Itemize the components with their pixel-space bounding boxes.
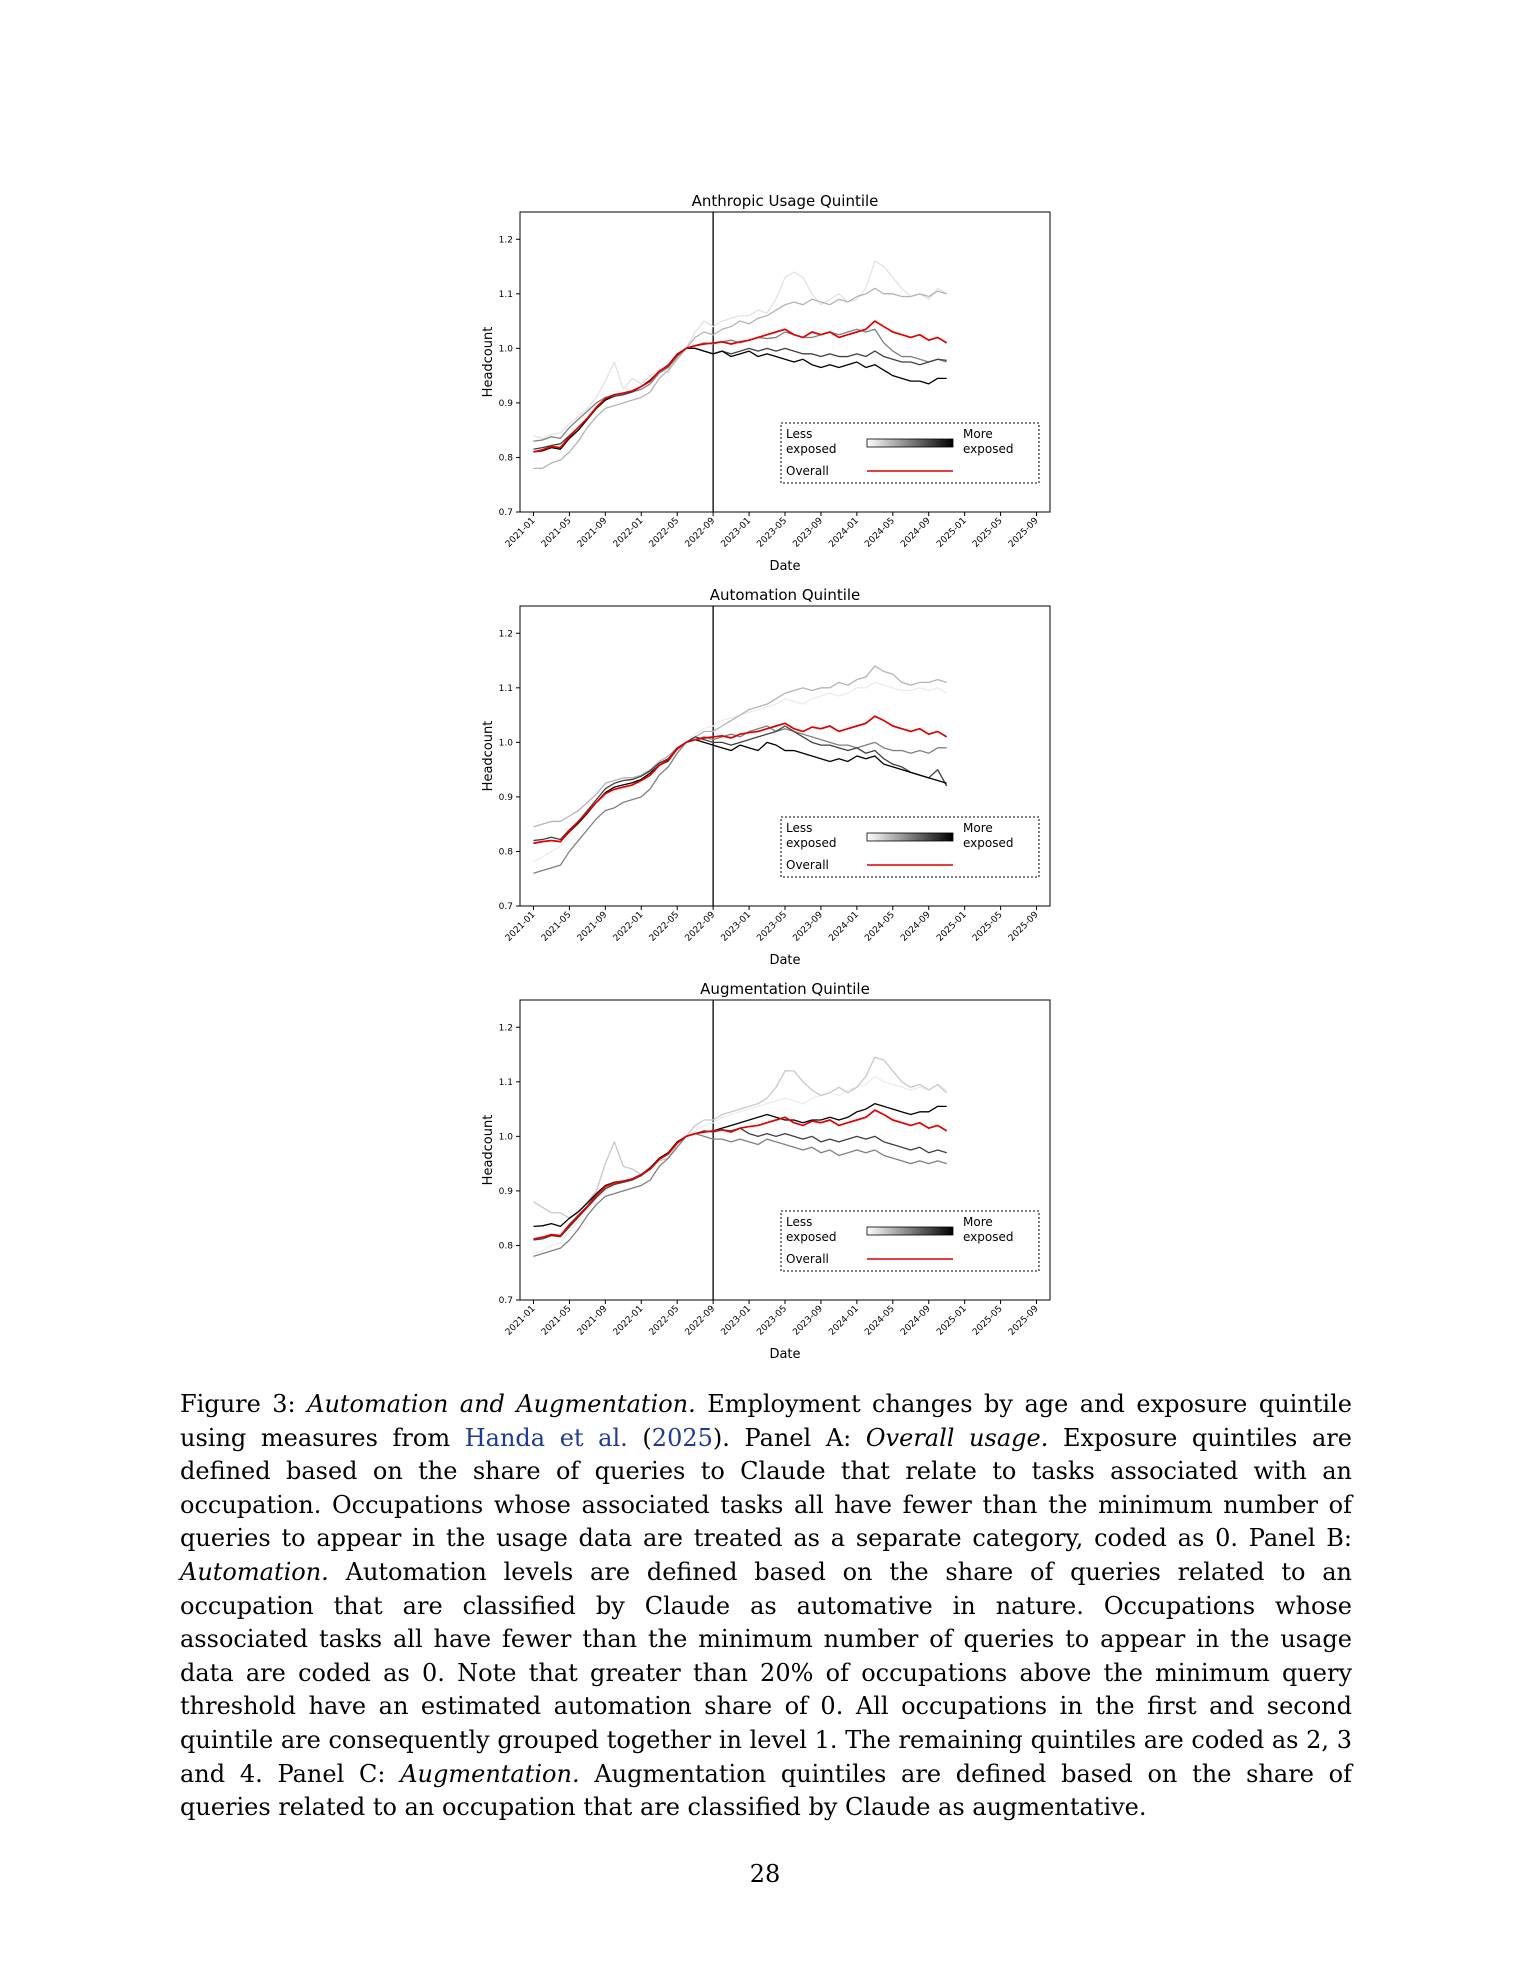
x-tick-label: 2025-09 [1006,910,1041,944]
x-tick-label: 2024-09 [899,1304,933,1338]
x-tick-label: 2023-05 [755,1304,790,1338]
citation-year-link[interactable]: 2025 [651,1423,713,1452]
x-tick-label: 2022-05 [647,1304,682,1338]
caption-text-4: Augmentation quintiles are defined based on the share of queries related to an occupation that are classified by Claude as augmentative. [180,1759,1352,1822]
figure-caption [180,1388,1352,1825]
x-tick-label: 2025-09 [1006,1304,1041,1338]
x-tick-label: 2022-05 [647,516,682,550]
chart-augmentation-quintile [470,971,1070,1366]
x-tick-label: 2021-01 [503,910,538,944]
x-tick-label: 2021-09 [575,1304,610,1338]
legend-less-label-2: exposed [786,442,837,456]
x-tick-label: 2021-05 [539,910,574,944]
panel-c-title: Augmentation. [400,1759,580,1788]
x-tick-label: 2022-01 [611,1304,646,1338]
legend-overall-label: Overall [786,1252,829,1266]
legend [781,817,1039,877]
y-tick-label: 0.7 [498,902,513,912]
series-line-quintile-5 [533,1104,946,1227]
legend-more-label-1: More [963,1215,993,1229]
x-tick-label: 2024-05 [863,910,897,944]
y-tick-label: 1.2 [498,1023,513,1034]
legend [781,1211,1039,1271]
legend-more-label-2: exposed [963,1230,1014,1244]
panel-a-title: Overall usage. [865,1423,1049,1452]
x-tick-label: 2025-05 [971,910,1005,944]
x-tick-label: 2023-09 [791,516,826,550]
x-tick-label: 2025-01 [935,1304,969,1338]
x-tick-label: 2021-01 [503,1304,538,1338]
y-tick-label: 0.7 [498,508,513,518]
y-tick-label: 0.9 [498,792,513,803]
x-tick-label: 2024-01 [827,516,861,550]
chart-title: Anthropic Usage Quintile [691,192,879,210]
x-tick-label: 2023-01 [719,910,754,944]
legend-less-label-2: exposed [786,1230,837,1244]
x-tick-label: 2025-05 [971,516,1005,550]
legend-more-label-1: More [963,427,993,441]
x-tick-label: 2021-05 [539,516,574,550]
x-tick-label: 2022-01 [611,910,646,944]
y-axis-label: Headcount [481,1114,496,1186]
y-tick-label: 1.2 [498,235,513,246]
legend-exposure-gradient [867,833,953,841]
legend-overall-label: Overall [786,858,829,872]
x-tick-label: 2024-05 [863,516,897,550]
citation-author-link[interactable]: Handa et al. [464,1423,628,1452]
x-tick-label: 2025-01 [935,910,969,944]
x-tick-label: 2025-09 [1006,516,1041,550]
x-tick-label: 2025-05 [971,1304,1005,1338]
legend-overall-label: Overall [786,464,829,478]
x-tick-label: 2022-01 [611,516,646,550]
y-tick-label: 0.8 [498,1241,513,1252]
caption-label: Figure 3: [180,1390,296,1418]
x-tick-label: 2022-09 [683,516,718,550]
panel-b-title: Automation. [180,1557,329,1586]
x-tick-label: 2021-09 [575,516,610,550]
y-tick-label: 1.1 [498,1077,513,1088]
panel-a-label: Panel A: [744,1423,852,1452]
x-tick-label: 2023-05 [755,516,790,550]
x-axis-label: Date [769,559,801,574]
x-tick-label: 2023-09 [791,910,826,944]
chart-title: Automation Quintile [709,586,861,604]
x-tick-label: 2022-09 [683,910,718,944]
chart-title: Augmentation Quintile [700,980,870,998]
series-line-quintile-1 [533,261,946,438]
chart-automation-quintile [470,577,1070,972]
x-tick-label: 2024-01 [827,1304,861,1338]
legend-more-label-1: More [963,821,993,835]
x-tick-label: 2022-05 [647,910,682,944]
x-tick-label: 2024-05 [863,1304,897,1338]
y-tick-label: 1.0 [498,1132,513,1143]
x-tick-label: 2023-01 [719,516,754,550]
x-tick-label: 2024-01 [827,910,861,944]
page-number: 28 [749,1860,781,1888]
y-tick-label: 1.1 [498,289,513,300]
y-tick-label: 0.8 [498,453,513,464]
x-tick-label: 2025-01 [935,516,969,550]
x-tick-label: 2021-01 [503,516,538,550]
y-tick-label: 1.2 [498,629,513,640]
legend-less-label-1: Less [786,1215,813,1229]
citation-close: ). [712,1423,730,1452]
caption-text-2: Exposure quintiles are defined based on the share of queries to Claude that relate to tasks associated with an occupation. Occupations whose associated tasks all have fewer than the minimum number of queries to appear in the usage data are treated as a separate category, coded as 0. [180,1423,1352,1553]
panel-b-label: Panel B: [1248,1524,1352,1553]
legend-exposure-gradient [867,439,953,447]
x-tick-label: 2021-09 [575,910,610,944]
caption-text-3: Automation levels are defined based on the share of queries related to an occupation that are classified by Claude as automative in nature. Occupations whose associated tasks all have fewer than the minimum number of queries to appear in the usage data are coded as 0. Note that greater than 20% of occupations above the minimum query threshold have an estimated automation share of 0. All occupations in the first and second quintile are consequently grouped together in level 1. The remaining quintiles are coded as 2, 3 and 4. [180,1557,1352,1788]
y-tick-label: 0.8 [498,847,513,858]
legend-less-label-1: Less [786,427,813,441]
legend [781,423,1039,483]
y-tick-label: 1.0 [498,344,513,355]
y-axis-label: Headcount [481,720,496,792]
y-tick-label: 0.9 [498,398,513,409]
caption-text-1: Employment changes by age and exposure quintile using measures from [180,1390,1352,1452]
y-tick-label: 0.7 [498,1296,513,1306]
chart-anthropic-usage-quintile [470,183,1070,578]
y-tick-label: 0.9 [498,1186,513,1197]
x-tick-label: 2024-09 [899,516,933,550]
legend-exposure-gradient [867,1227,953,1235]
legend-more-label-2: exposed [963,836,1014,850]
x-tick-label: 2021-05 [539,1304,574,1338]
x-tick-label: 2022-09 [683,1304,718,1338]
legend-less-label-1: Less [786,821,813,835]
x-tick-label: 2023-05 [755,910,790,944]
x-tick-label: 2023-09 [791,1304,826,1338]
x-tick-label: 2023-01 [719,1304,754,1338]
legend-less-label-2: exposed [786,836,837,850]
panel-c-label: Panel C: [277,1759,386,1788]
legend-more-label-2: exposed [963,442,1014,456]
x-tick-label: 2024-09 [899,910,933,944]
y-tick-label: 1.0 [498,738,513,749]
citation-open: ( [642,1423,652,1452]
x-axis-label: Date [769,1347,801,1362]
y-axis-label: Headcount [481,326,496,398]
y-tick-label: 1.1 [498,683,513,694]
caption-title: Automation and Augmentation. [307,1390,696,1418]
x-axis-label: Date [769,953,801,968]
